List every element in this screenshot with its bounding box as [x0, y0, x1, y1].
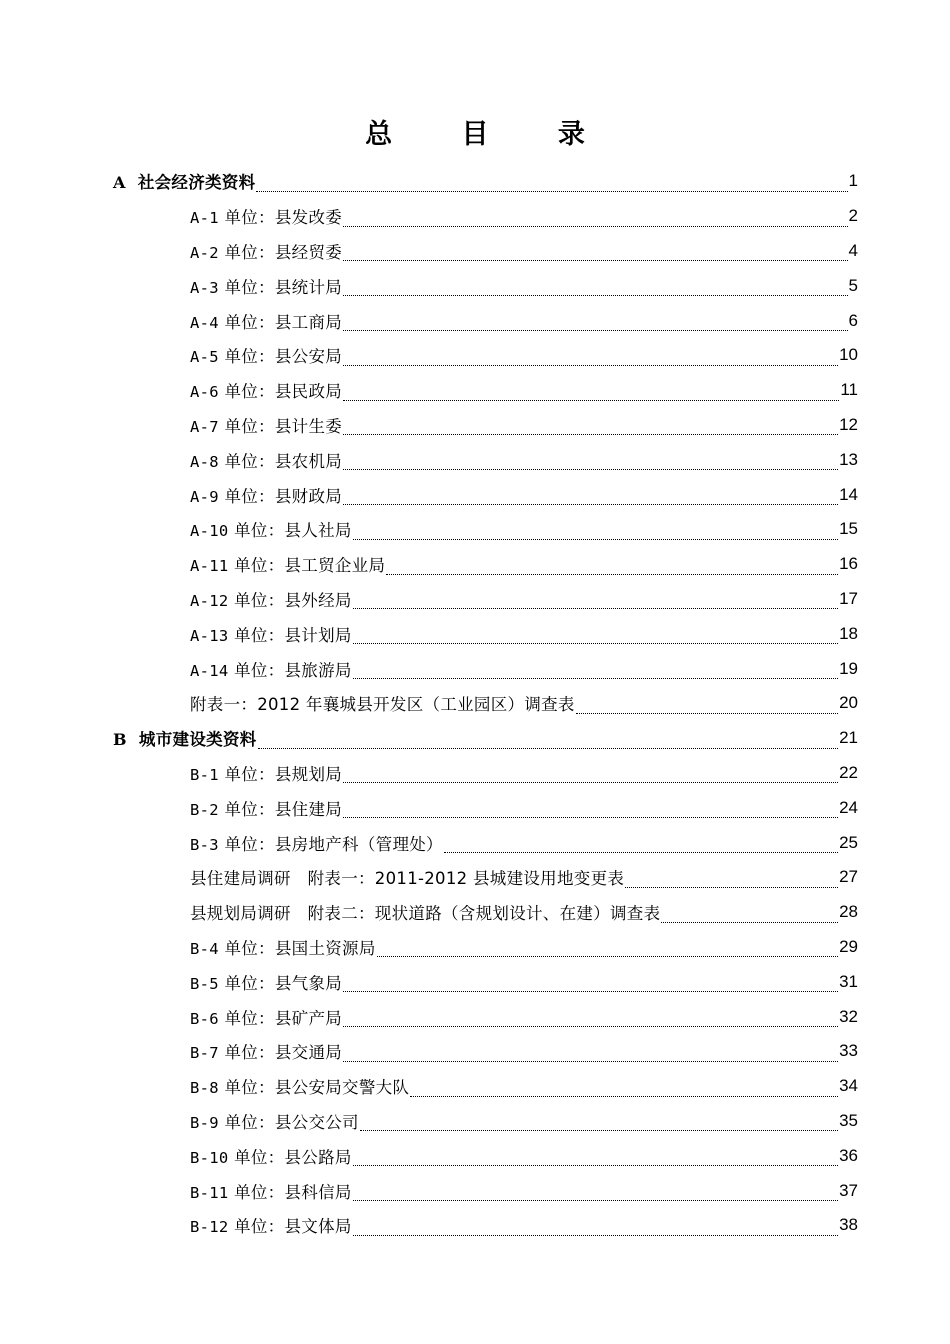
dot-leader [256, 179, 847, 192]
toc-entry-label [113, 169, 255, 193]
toc-entry[interactable] [0, 1208, 858, 1243]
toc-entry-text: 单位：县住建局 [224, 799, 343, 819]
toc-page-number: 1 [848, 171, 858, 191]
toc-page-number: 4 [848, 240, 858, 260]
toc-page-number: 12 [839, 414, 858, 434]
toc-entry-label [190, 274, 342, 298]
toc-page-number: 28 [839, 902, 858, 922]
toc-entry-label [190, 622, 352, 646]
dot-leader [353, 1223, 838, 1236]
dot-leader [410, 1084, 838, 1097]
toc-entry-label [190, 517, 352, 541]
toc-entry-text: 城市建设类资料 [138, 730, 257, 750]
toc-page-number: 6 [848, 310, 858, 330]
dot-leader [353, 596, 838, 609]
toc-entry-label [190, 1005, 342, 1029]
dot-leader [353, 1153, 838, 1166]
toc-page-number: 24 [839, 797, 858, 817]
toc-entry-text: 单位：县规划局 [224, 764, 343, 784]
toc-page-number: 35 [839, 1110, 858, 1130]
toc-page-number: 25 [839, 832, 858, 852]
toc-entry-text: 单位：县国土资源局 [224, 938, 376, 958]
dot-leader [343, 979, 838, 992]
page-title: 总 目 录 [365, 119, 615, 150]
toc-entry-code: B-8 [190, 1079, 219, 1098]
toc-entry-text: 县住建局调研 附表一：2011-2012 县城建设用地变更表 [190, 869, 625, 889]
toc-entry-code: A-6 [190, 383, 219, 402]
toc-page-number: 31 [839, 971, 858, 991]
toc-entry-text: 单位：县财政局 [224, 486, 343, 506]
toc-entry[interactable] [0, 651, 858, 686]
toc-entry[interactable] [0, 408, 858, 443]
toc-page-number: 11 [840, 380, 858, 400]
toc-entry[interactable] [0, 790, 858, 825]
toc-entry-label [190, 378, 342, 402]
toc-entry-text: 单位：县公路局 [234, 1147, 352, 1167]
toc-entry-label [190, 900, 660, 924]
toc-entry-text: 县规划局调研 附表二：现状道路（含规划设计、在建）调查表 [190, 904, 661, 924]
toc-section-entry[interactable] [0, 721, 858, 756]
toc-entry-code: A [113, 173, 126, 193]
toc-page-number: 32 [839, 1006, 858, 1026]
toc-entry[interactable] [0, 234, 858, 269]
toc-page-number: 20 [839, 693, 858, 713]
dot-leader [343, 1014, 838, 1027]
toc-page-number: 17 [839, 588, 858, 608]
dot-leader [576, 701, 838, 714]
toc-entry-code: A-8 [190, 452, 219, 471]
toc-entry-text: 单位：县交通局 [224, 1043, 343, 1063]
toc-entry-text: 单位：县计划局 [234, 625, 352, 645]
toc-entry-label [190, 587, 352, 611]
toc-entry-code: B-11 [190, 1183, 229, 1202]
toc-entry-code: A-2 [190, 243, 219, 262]
toc-page-number: 27 [839, 867, 858, 887]
toc-entry-code: A-11 [190, 557, 229, 576]
toc-entry-code: A-4 [190, 313, 219, 332]
toc-page-number: 19 [839, 658, 858, 678]
dot-leader [353, 666, 838, 679]
toc-entry-text: 单位：县公安局 [224, 347, 343, 367]
toc-entry[interactable] [0, 303, 858, 338]
toc-entry-label [190, 483, 342, 507]
dot-leader [343, 318, 847, 331]
dot-leader [386, 562, 838, 575]
toc-page-number: 16 [839, 554, 858, 574]
toc-entry[interactable] [0, 373, 858, 408]
toc-entry[interactable] [0, 512, 858, 547]
toc-entry[interactable] [0, 895, 858, 930]
dot-leader [661, 910, 838, 923]
toc-entry[interactable] [0, 477, 858, 512]
toc-entry-text: 单位：县公安局交警大队 [224, 1078, 410, 1098]
dot-leader [444, 840, 838, 853]
toc-entry-code: B-12 [190, 1218, 229, 1237]
dot-leader [343, 770, 838, 783]
toc-entry-code: B-10 [190, 1148, 229, 1167]
toc-entry[interactable] [0, 1138, 858, 1173]
toc-entry-text: 单位：县民政局 [224, 382, 343, 402]
toc-entry-code: B-7 [190, 1044, 219, 1063]
toc-entry-text: 单位：县经贸委 [224, 242, 343, 262]
toc-entry-label [190, 413, 342, 437]
toc-page-number: 36 [839, 1145, 858, 1165]
toc-entry[interactable] [0, 756, 858, 791]
toc-entry-code: B-6 [190, 1009, 219, 1028]
toc-entry-code: B-1 [190, 765, 219, 784]
toc-entry-label [190, 691, 575, 715]
dot-leader [625, 875, 838, 888]
toc-entry[interactable] [0, 1173, 858, 1208]
toc-entry[interactable] [0, 199, 858, 234]
toc-page-number: 33 [839, 1041, 858, 1061]
toc-entry-label [190, 204, 342, 228]
toc-entry-label [190, 831, 443, 855]
toc-entry-label [190, 309, 342, 333]
toc-entry[interactable] [0, 442, 858, 477]
toc-entry-code: A-13 [190, 626, 229, 645]
dot-leader [353, 631, 838, 644]
toc-entry-text: 单位：县旅游局 [234, 660, 352, 680]
toc-entry[interactable] [0, 547, 858, 582]
toc-entry-text: 社会经济类资料 [137, 173, 256, 193]
dot-leader [343, 214, 847, 227]
table-of-contents [0, 164, 950, 1243]
toc-entry-label [190, 1109, 359, 1133]
toc-entry-text: 单位：县文体局 [234, 1217, 352, 1237]
toc-entry-text: 单位：县计生委 [224, 416, 343, 436]
toc-entry-code: A-14 [190, 661, 229, 680]
toc-page-number: 21 [839, 728, 858, 748]
toc-entry[interactable] [0, 999, 858, 1034]
toc-entry-code: A-12 [190, 591, 229, 610]
toc-entry-text: 单位：县统计局 [224, 277, 343, 297]
toc-entry-text: 单位：县矿产局 [224, 1008, 343, 1028]
toc-entry[interactable] [0, 686, 858, 721]
toc-entry-label [190, 865, 624, 889]
toc-entry-label [190, 970, 342, 994]
toc-entry-text: 单位：县农机局 [224, 451, 343, 471]
toc-entry[interactable] [0, 930, 858, 965]
toc-page-number: 37 [839, 1180, 858, 1200]
toc-entry-text: 单位：县公交公司 [224, 1112, 359, 1132]
toc-entry[interactable] [0, 338, 858, 373]
dot-leader [343, 492, 838, 505]
toc-entry[interactable] [0, 1034, 858, 1069]
toc-page-number: 29 [839, 936, 858, 956]
dot-leader [343, 248, 847, 261]
dot-leader [343, 388, 839, 401]
dot-leader [377, 944, 838, 957]
toc-entry[interactable] [0, 1069, 858, 1104]
dot-leader [343, 805, 838, 818]
toc-entry-label [190, 1144, 352, 1168]
toc-page-number: 5 [848, 275, 858, 295]
toc-entry-code: B-9 [190, 1113, 219, 1132]
toc-entry-text: 单位：县外经局 [234, 590, 352, 610]
toc-entry-label [190, 448, 342, 472]
toc-entry[interactable] [0, 616, 858, 651]
toc-entry-code: A-7 [190, 417, 219, 436]
dot-leader [343, 457, 838, 470]
toc-entry[interactable] [0, 582, 858, 617]
toc-page-number: 2 [848, 206, 858, 226]
dot-leader [343, 353, 838, 366]
toc-entry-label [190, 552, 385, 576]
toc-entry-text: 单位：县气象局 [224, 973, 343, 993]
dot-leader [343, 283, 847, 296]
toc-entry-code: B [113, 730, 127, 750]
toc-entry-label [190, 1213, 352, 1237]
toc-entry[interactable] [0, 268, 858, 303]
toc-entry-label [190, 935, 376, 959]
toc-section-entry[interactable] [0, 164, 858, 199]
toc-entry[interactable] [0, 825, 858, 860]
toc-page-number: 13 [839, 449, 858, 469]
toc-entry[interactable] [0, 860, 858, 895]
toc-page-number: 22 [839, 762, 858, 782]
toc-entry-text: 单位：县人社局 [234, 521, 352, 541]
toc-entry-text: 单位：县发改委 [224, 208, 343, 228]
toc-entry-code: B-2 [190, 800, 219, 819]
toc-entry-text: 附表一：2012 年襄城县开发区（工业园区）调查表 [190, 695, 575, 715]
toc-entry[interactable] [0, 964, 858, 999]
toc-entry-text: 单位：县房地产科（管理处） [224, 834, 443, 854]
toc-entry-label [190, 239, 342, 263]
toc-entry-text: 单位：县工贸企业局 [234, 556, 386, 576]
toc-entry-text: 单位：县工商局 [224, 312, 343, 332]
toc-entry-text: 单位：县科信局 [234, 1182, 352, 1202]
toc-entry-label [190, 761, 342, 785]
toc-page-number: 10 [839, 345, 858, 365]
dot-leader [343, 422, 838, 435]
toc-entry-label [190, 1039, 342, 1063]
toc-entry-label [190, 343, 342, 367]
toc-entry-label [190, 796, 342, 820]
toc-page-number: 14 [839, 484, 858, 504]
toc-page-number: 15 [839, 519, 858, 539]
toc-entry-code: A-9 [190, 487, 219, 506]
toc-entry-code: A-1 [190, 209, 219, 228]
dot-leader [258, 736, 839, 749]
toc-page-number: 34 [839, 1076, 858, 1096]
dot-leader [360, 1118, 838, 1131]
toc-entry-code: A-5 [190, 348, 219, 367]
dot-leader [353, 527, 838, 540]
toc-entry[interactable] [0, 1104, 858, 1139]
toc-page-number: 38 [839, 1215, 858, 1235]
toc-entry-label [190, 1074, 409, 1098]
dot-leader [353, 1188, 838, 1201]
toc-entry-code: B-3 [190, 835, 219, 854]
toc-page-number: 18 [839, 623, 858, 643]
toc-entry-code: B-5 [190, 974, 219, 993]
toc-entry-code: A-10 [190, 522, 229, 541]
toc-entry-code: A-3 [190, 278, 219, 297]
dot-leader [343, 1049, 838, 1062]
toc-entry-label [190, 1179, 352, 1203]
toc-entry-label [113, 726, 257, 750]
toc-entry-code: B-4 [190, 939, 219, 958]
toc-entry-label [190, 657, 352, 681]
